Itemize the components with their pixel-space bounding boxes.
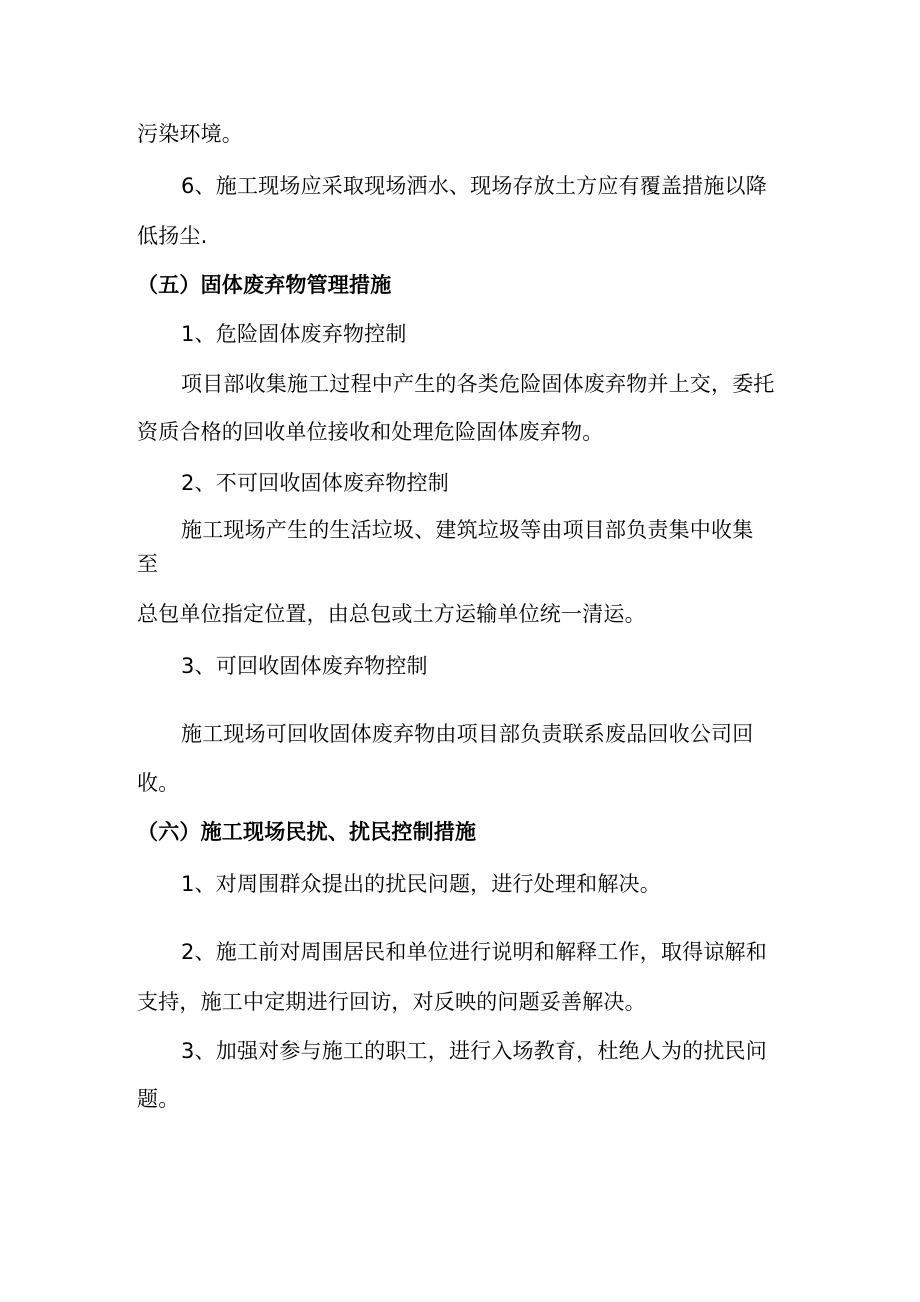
paragraph-line: 资质合格的回收单位接收和处理危险固体废弃物。 (137, 420, 604, 444)
paragraph-line: 低扬尘. (137, 224, 208, 248)
section-heading: （五）固体废弃物管理措施 (137, 273, 392, 297)
paragraph-line: 至 (137, 552, 159, 576)
subsection-heading: 3、可回收固体废弃物控制 (181, 654, 428, 678)
paragraph-line: 施工现场可回收固体废弃物由项目部负责联系废品回收公司回 (181, 722, 754, 746)
paragraph-line: 总包单位指定位置，由总包或土方运输单位统一清运。 (137, 602, 646, 626)
subsection-heading: 2、不可回收固体废弃物控制 (181, 471, 449, 495)
paragraph-line: 收。 (137, 771, 180, 795)
paragraph-line: 污染环境。 (137, 122, 243, 146)
paragraph-line: 6、施工现场应采取现场洒水、现场存放土方应有覆盖措施以降 (181, 174, 767, 198)
paragraph-line: 项目部收集施工过程中产生的各类危险固体废弃物并上交，委托 (181, 372, 775, 396)
paragraph-line: 2、施工前对周围居民和单位进行说明和解释工作，取得谅解和 (181, 940, 767, 964)
paragraph-line: 支持，施工中定期进行回访，对反映的问题妥善解决。 (137, 990, 646, 1014)
section-heading: （六）施工现场民扰、扰民控制措施 (137, 820, 477, 844)
paragraph-line: 施工现场产生的生活垃圾、建筑垃圾等由项目部负责集中收集 (181, 518, 754, 542)
subsection-heading: 1、危险固体废弃物控制 (181, 322, 407, 346)
paragraph-line: 题。 (137, 1087, 180, 1111)
paragraph-line: 1、对周围群众提出的扰民问题，进行处理和解决。 (181, 872, 661, 896)
paragraph-line: 3、加强对参与施工的职工，进行入场教育，杜绝人为的扰民问 (181, 1039, 767, 1063)
